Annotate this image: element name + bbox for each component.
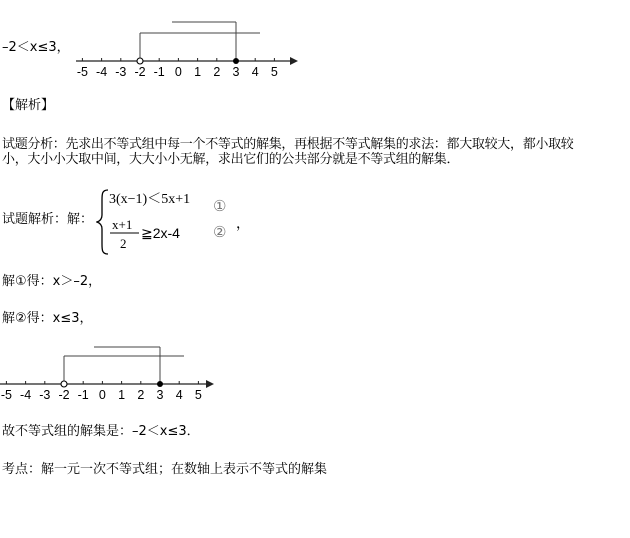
axis-arrow bbox=[206, 380, 214, 388]
closed-point bbox=[157, 381, 163, 387]
axis-arrow bbox=[290, 57, 298, 65]
topic-line: 考点：解一元一次不等式组；在数轴上表示不等式的解集 bbox=[2, 462, 328, 477]
analysis-line-2: 小，大小小大取中间，大大小小无解，求出它们的公共部分就是不等式组的解集． bbox=[2, 152, 460, 167]
tick-label: 2 bbox=[137, 388, 145, 402]
step-2: 解②得：x≤3， bbox=[2, 311, 93, 326]
tick-label: -2 bbox=[134, 65, 146, 79]
tick-label: -5 bbox=[0, 388, 12, 402]
section-header: 【解析】 bbox=[2, 98, 55, 113]
tick-label: -1 bbox=[153, 65, 165, 79]
tick-label: 0 bbox=[174, 65, 182, 79]
tick-label: -5 bbox=[76, 65, 88, 79]
tick-label: 2 bbox=[213, 65, 221, 79]
analysis-line-1: 试题分析：先求出不等式组中每一个不等式的解集，再根据不等式解集的求法：都大取较大，都小取较 bbox=[2, 137, 574, 152]
tick-label: -4 bbox=[96, 65, 108, 79]
answer-text: –2＜x≤3， bbox=[2, 40, 70, 55]
closed-point bbox=[233, 58, 239, 64]
inequality-2-denominator: 2 bbox=[120, 236, 127, 251]
tick-label: -2 bbox=[58, 388, 70, 402]
label-circled-2: ② bbox=[213, 225, 227, 241]
tick-label: 4 bbox=[251, 65, 259, 79]
tick-label: -3 bbox=[39, 388, 51, 402]
tick-label: -1 bbox=[77, 388, 89, 402]
label-circled-1: ① bbox=[213, 199, 227, 215]
inequality-1: 3(x−1)＜5x+1 bbox=[109, 192, 191, 207]
inequality-system bbox=[96, 186, 256, 258]
tick-label: 1 bbox=[194, 65, 202, 79]
conclusion: 故不等式组的解集是：–2＜x≤3． bbox=[2, 424, 200, 439]
inequality-2-numerator: x+1 bbox=[112, 217, 133, 232]
number-line-top bbox=[76, 16, 306, 82]
tick-label: 0 bbox=[98, 388, 106, 402]
tick-label: 5 bbox=[194, 388, 202, 402]
tick-label: 1 bbox=[118, 388, 126, 402]
number-line-bottom bbox=[0, 340, 230, 406]
tick-label: 3 bbox=[156, 388, 164, 402]
tick-label: -4 bbox=[20, 388, 32, 402]
tick-label: -3 bbox=[115, 65, 127, 79]
brace-icon bbox=[97, 190, 108, 254]
open-point bbox=[137, 58, 143, 64]
tick-label: 4 bbox=[175, 388, 183, 402]
tick-label: 3 bbox=[232, 65, 240, 79]
step-1: 解①得：x＞–2， bbox=[2, 274, 102, 289]
inequality-2-rest: ≧2x-4 bbox=[141, 225, 180, 241]
system-comma: ， bbox=[236, 217, 250, 232]
tick-label: 5 bbox=[270, 65, 278, 79]
open-point bbox=[61, 381, 67, 387]
solution-prefix: 试题解析：解： bbox=[2, 212, 94, 227]
